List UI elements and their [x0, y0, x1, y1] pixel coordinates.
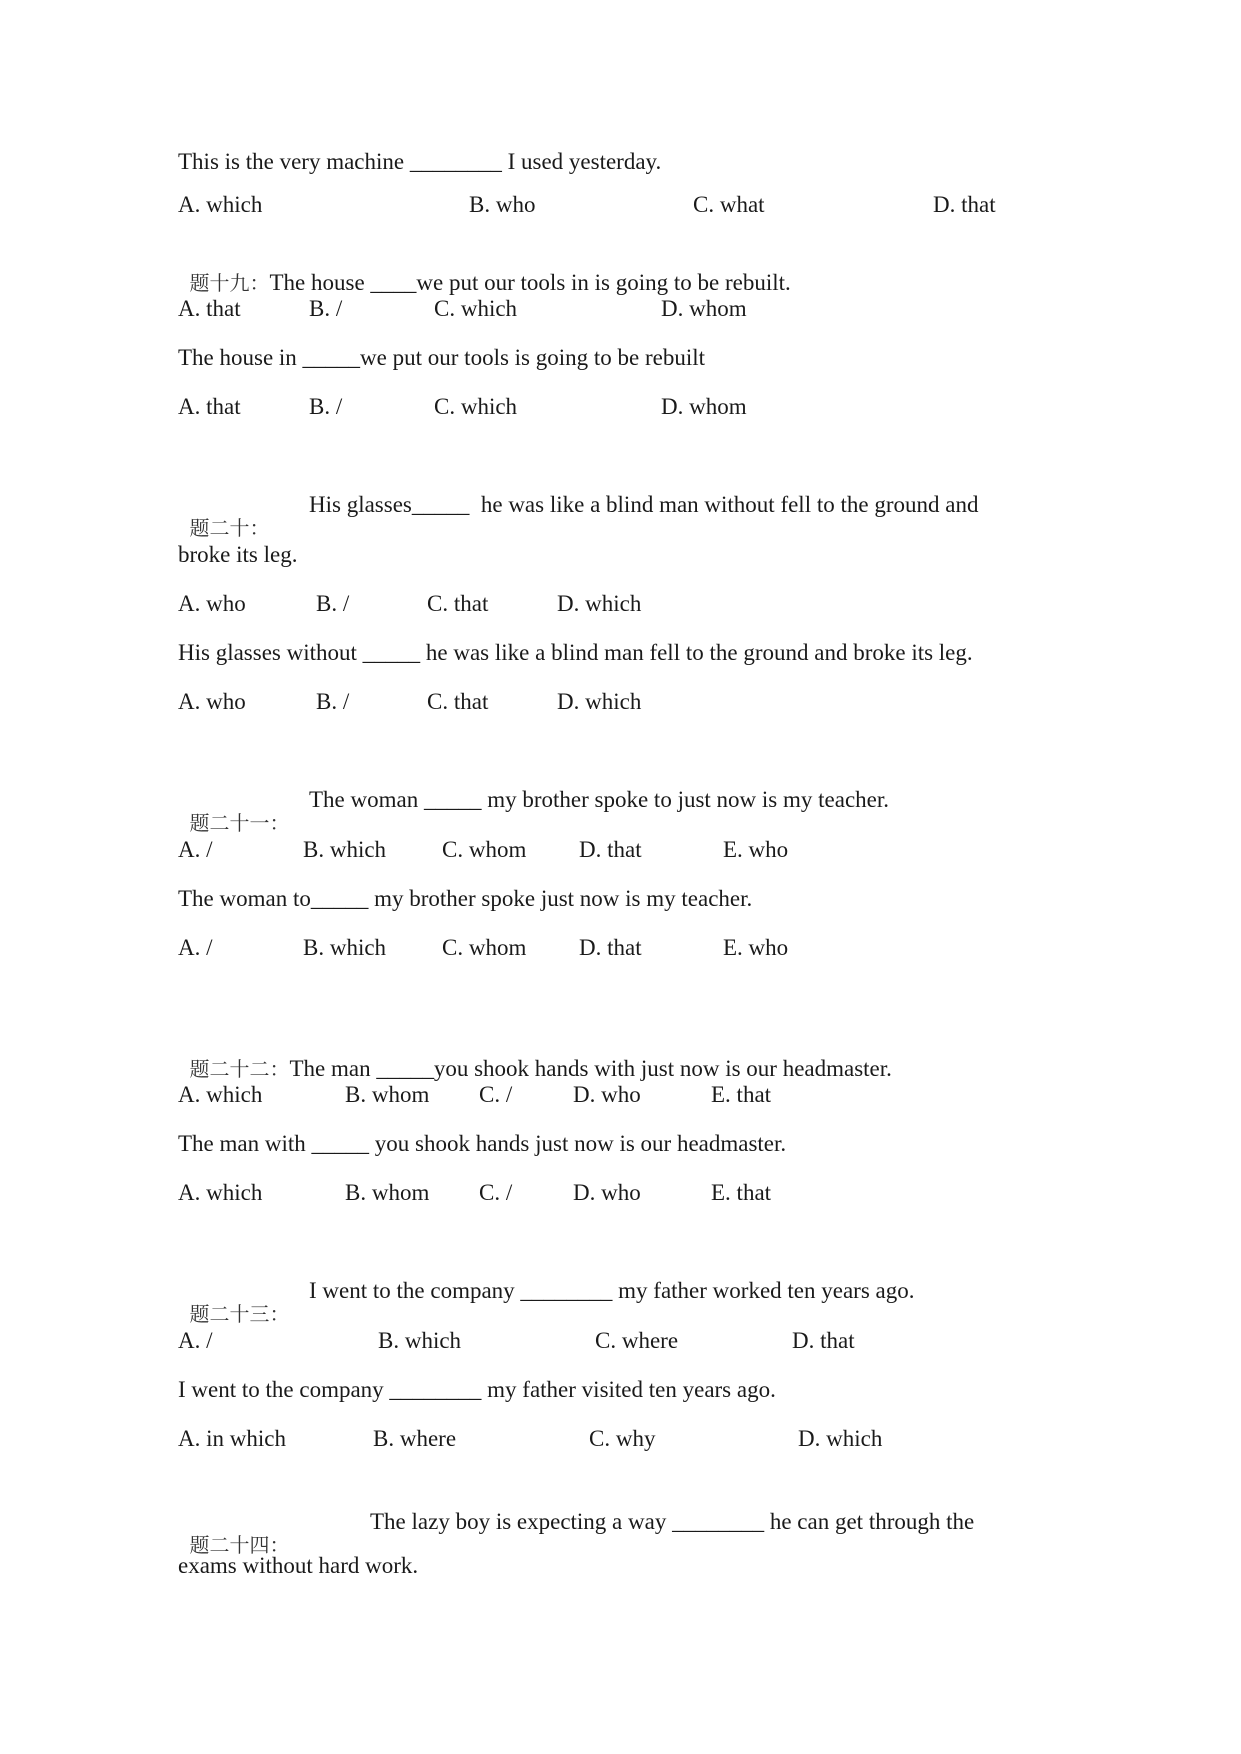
q21-b-option-a: A. /: [178, 935, 213, 960]
q20-a-option-a: A. who: [178, 591, 246, 616]
q20-b-option-c: C. that: [427, 689, 489, 714]
q19-a-option-b: B. /: [309, 296, 343, 321]
q21-b-option-b: B. which: [303, 935, 387, 960]
q22-b-option-e: E. that: [711, 1180, 772, 1205]
q23-b-option-b: B. where: [373, 1426, 457, 1451]
q22-a-option-a: A. which: [178, 1082, 263, 1107]
q24-label: 题二十四：: [189, 1533, 290, 1557]
q19-stem-a-text: The house ____we put our tools in is going to be rebuilt.: [269, 270, 791, 295]
q22-a-option-b: B. whom: [345, 1082, 430, 1107]
q22-stem-b: The man with _____ you shook hands just now is our headmaster.: [178, 1131, 787, 1156]
q23-a-option-d: D. that: [792, 1328, 855, 1353]
q22-a-option-e: E. that: [711, 1082, 772, 1107]
q23-a-option-c: C. where: [595, 1328, 679, 1353]
q23-stem-a: I went to the company ________ my father worked ten years ago.: [309, 1278, 915, 1303]
q24-stem-line1: The lazy boy is expecting a way ________ he can get through the: [370, 1509, 975, 1534]
q19-a-option-a: A. that: [178, 296, 241, 321]
q22-b-option-b: B. whom: [345, 1180, 430, 1205]
q21-stem-a-label: [178, 788, 290, 834]
q23-a-option-b: B. which: [378, 1328, 462, 1353]
q19-b-option-c: C. which: [434, 394, 518, 419]
q22-b-option-d: D. who: [573, 1180, 641, 1205]
q22-stem-a-text: The man _____you shook hands with just now is our headmaster.: [289, 1056, 892, 1081]
q18-option-a: A. which: [178, 192, 263, 217]
q21-b-option-d: D. that: [579, 935, 642, 960]
q23-stem-a-label: [178, 1279, 290, 1325]
q23-b-option-d: D. which: [798, 1426, 883, 1451]
q19-b-option-b: B. /: [309, 394, 343, 419]
q23-b-option-a: A. in which: [178, 1426, 286, 1451]
q22-a-option-d: D. who: [573, 1082, 641, 1107]
q20-stem-a-line2: broke its leg.: [178, 542, 298, 567]
q20-b-option-a: A. who: [178, 689, 246, 714]
q19-stem-b: The house in _____we put our tools is going to be rebuilt: [178, 345, 706, 370]
q18-option-c: C. what: [693, 192, 765, 217]
q19-a-option-c: C. which: [434, 296, 518, 321]
q22-b-option-a: A. which: [178, 1180, 263, 1205]
q22-a-option-c: C. /: [479, 1082, 513, 1107]
q20-b-option-b: B. /: [316, 689, 350, 714]
q19-a-option-d: D. whom: [661, 296, 747, 321]
q21-a-option-a: A. /: [178, 837, 213, 862]
q20-a-option-c: C. that: [427, 591, 489, 616]
q18-stem: This is the very machine ________ I used yesterday.: [178, 149, 662, 174]
q23-label: 题二十三：: [189, 1302, 290, 1326]
q21-a-option-c: C. whom: [442, 837, 527, 862]
q22-b-option-c: C. /: [479, 1180, 513, 1205]
q23-b-option-c: C. why: [589, 1426, 656, 1451]
q20-stem-b: His glasses without _____ he was like a blind man fell to the ground and broke its leg.: [178, 640, 973, 665]
q21-b-option-e: E. who: [723, 935, 789, 960]
q21-a-option-b: B. which: [303, 837, 387, 862]
q20-stem-a-line1: His glasses_____ he was like a blind man without fell to the ground and: [309, 492, 979, 517]
q19-b-option-a: A. that: [178, 394, 241, 419]
q19-stem-a: [178, 248, 791, 294]
q18-option-d: D. that: [933, 192, 996, 217]
q18-option-b: B. who: [469, 192, 536, 217]
q24-stem-label: [178, 1510, 290, 1556]
q19-label: 题十九：: [189, 271, 270, 295]
q20-label: 题二十：: [189, 516, 270, 540]
q24-stem-line2: exams without hard work.: [178, 1553, 419, 1578]
q22-label: 题二十二：: [189, 1057, 290, 1081]
q23-a-option-a: A. /: [178, 1328, 213, 1353]
q20-b-option-d: D. which: [557, 689, 642, 714]
q20-stem-a: [178, 493, 270, 539]
q20-a-option-b: B. /: [316, 591, 350, 616]
q21-stem-b: The woman to_____ my brother spoke just now is my teacher.: [178, 886, 753, 911]
q21-label: 题二十一：: [189, 811, 290, 835]
q23-stem-b: I went to the company ________ my father visited ten years ago.: [178, 1377, 776, 1402]
q21-stem-a: The woman _____ my brother spoke to just now is my teacher.: [309, 787, 890, 812]
q21-b-option-c: C. whom: [442, 935, 527, 960]
q19-b-option-d: D. whom: [661, 394, 747, 419]
q20-a-option-d: D. which: [557, 591, 642, 616]
q22-stem-a: [178, 1034, 892, 1080]
q21-a-option-d: D. that: [579, 837, 642, 862]
q21-a-option-e: E. who: [723, 837, 789, 862]
